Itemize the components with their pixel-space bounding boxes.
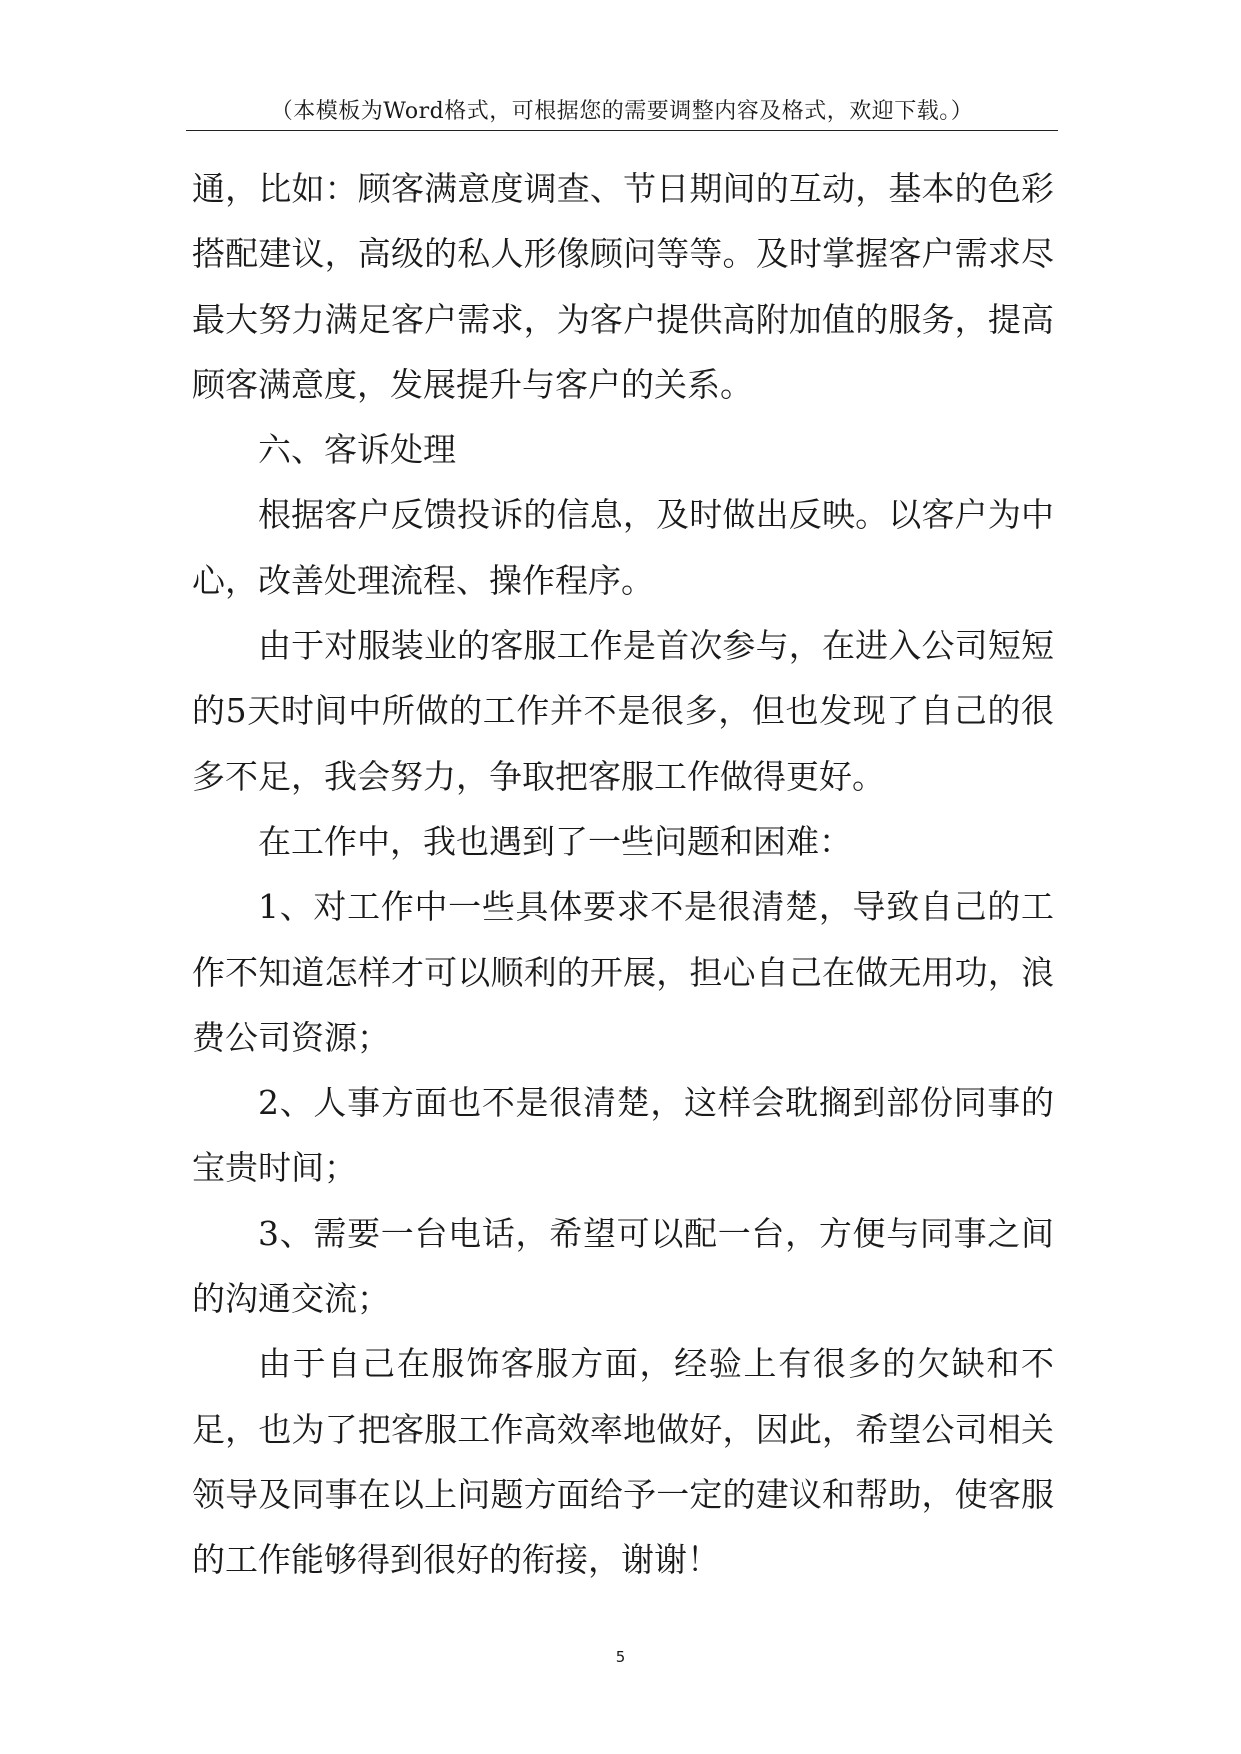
- header-divider: [186, 130, 1058, 131]
- paragraph-closing: 由于自己在服饰客服方面，经验上有很多的欠缺和不足，也为了把客服工作高效率地做好，因此，希望公司相关领导及同事在以上问题方面给予一定的建议和帮助，使客服的工作能够得到很好的衔接，谢谢！: [192, 1344, 1054, 1580]
- document-body: [192, 156, 1054, 1593]
- list-item-problem-1: 1、对工作中一些具体要求不是很清楚，导致自己的工作不知道怎样才可以顺利的开展，担心自己在做无用功，浪费公司资源；: [192, 887, 1054, 1057]
- template-header-note: （本模板为Word格式，可根据您的需要调整内容及格式，欢迎下载。）: [270, 99, 974, 124]
- paragraph-continuation: 通，比如：顾客满意度调查、节日期间的互动，基本的色彩搭配建议，高级的私人形像顾问等等。及时掌握客户需求尽最大努力满足客户需求，为客户提供高附加值的服务，提高顾客满意度，发展提升与客户的关系。: [192, 169, 1054, 404]
- page-number: 5: [615, 1648, 626, 1666]
- paragraph: 由于对服装业的客服工作是首次参与，在进入公司短短的5天时间中所做的工作并不是很多，但也发现了自己的很多不足，我会努力，争取把客服工作做得更好。: [192, 626, 1054, 796]
- paragraph: 根据客户反馈投诉的信息，及时做出反映。以客户为中心，改善处理流程、操作程序。: [192, 495, 1054, 600]
- section-heading-complaint-handling: 六、客诉处理: [258, 430, 456, 470]
- paragraph: 在工作中，我也遇到了一些问题和困难：: [258, 821, 852, 861]
- list-item-problem-2: 2、人事方面也不是很清楚，这样会耽搁到部份同事的宝贵时间；: [192, 1083, 1054, 1188]
- list-item-problem-3: 3、需要一台电话，希望可以配一台，方便与同事之间的沟通交流；: [192, 1213, 1054, 1319]
